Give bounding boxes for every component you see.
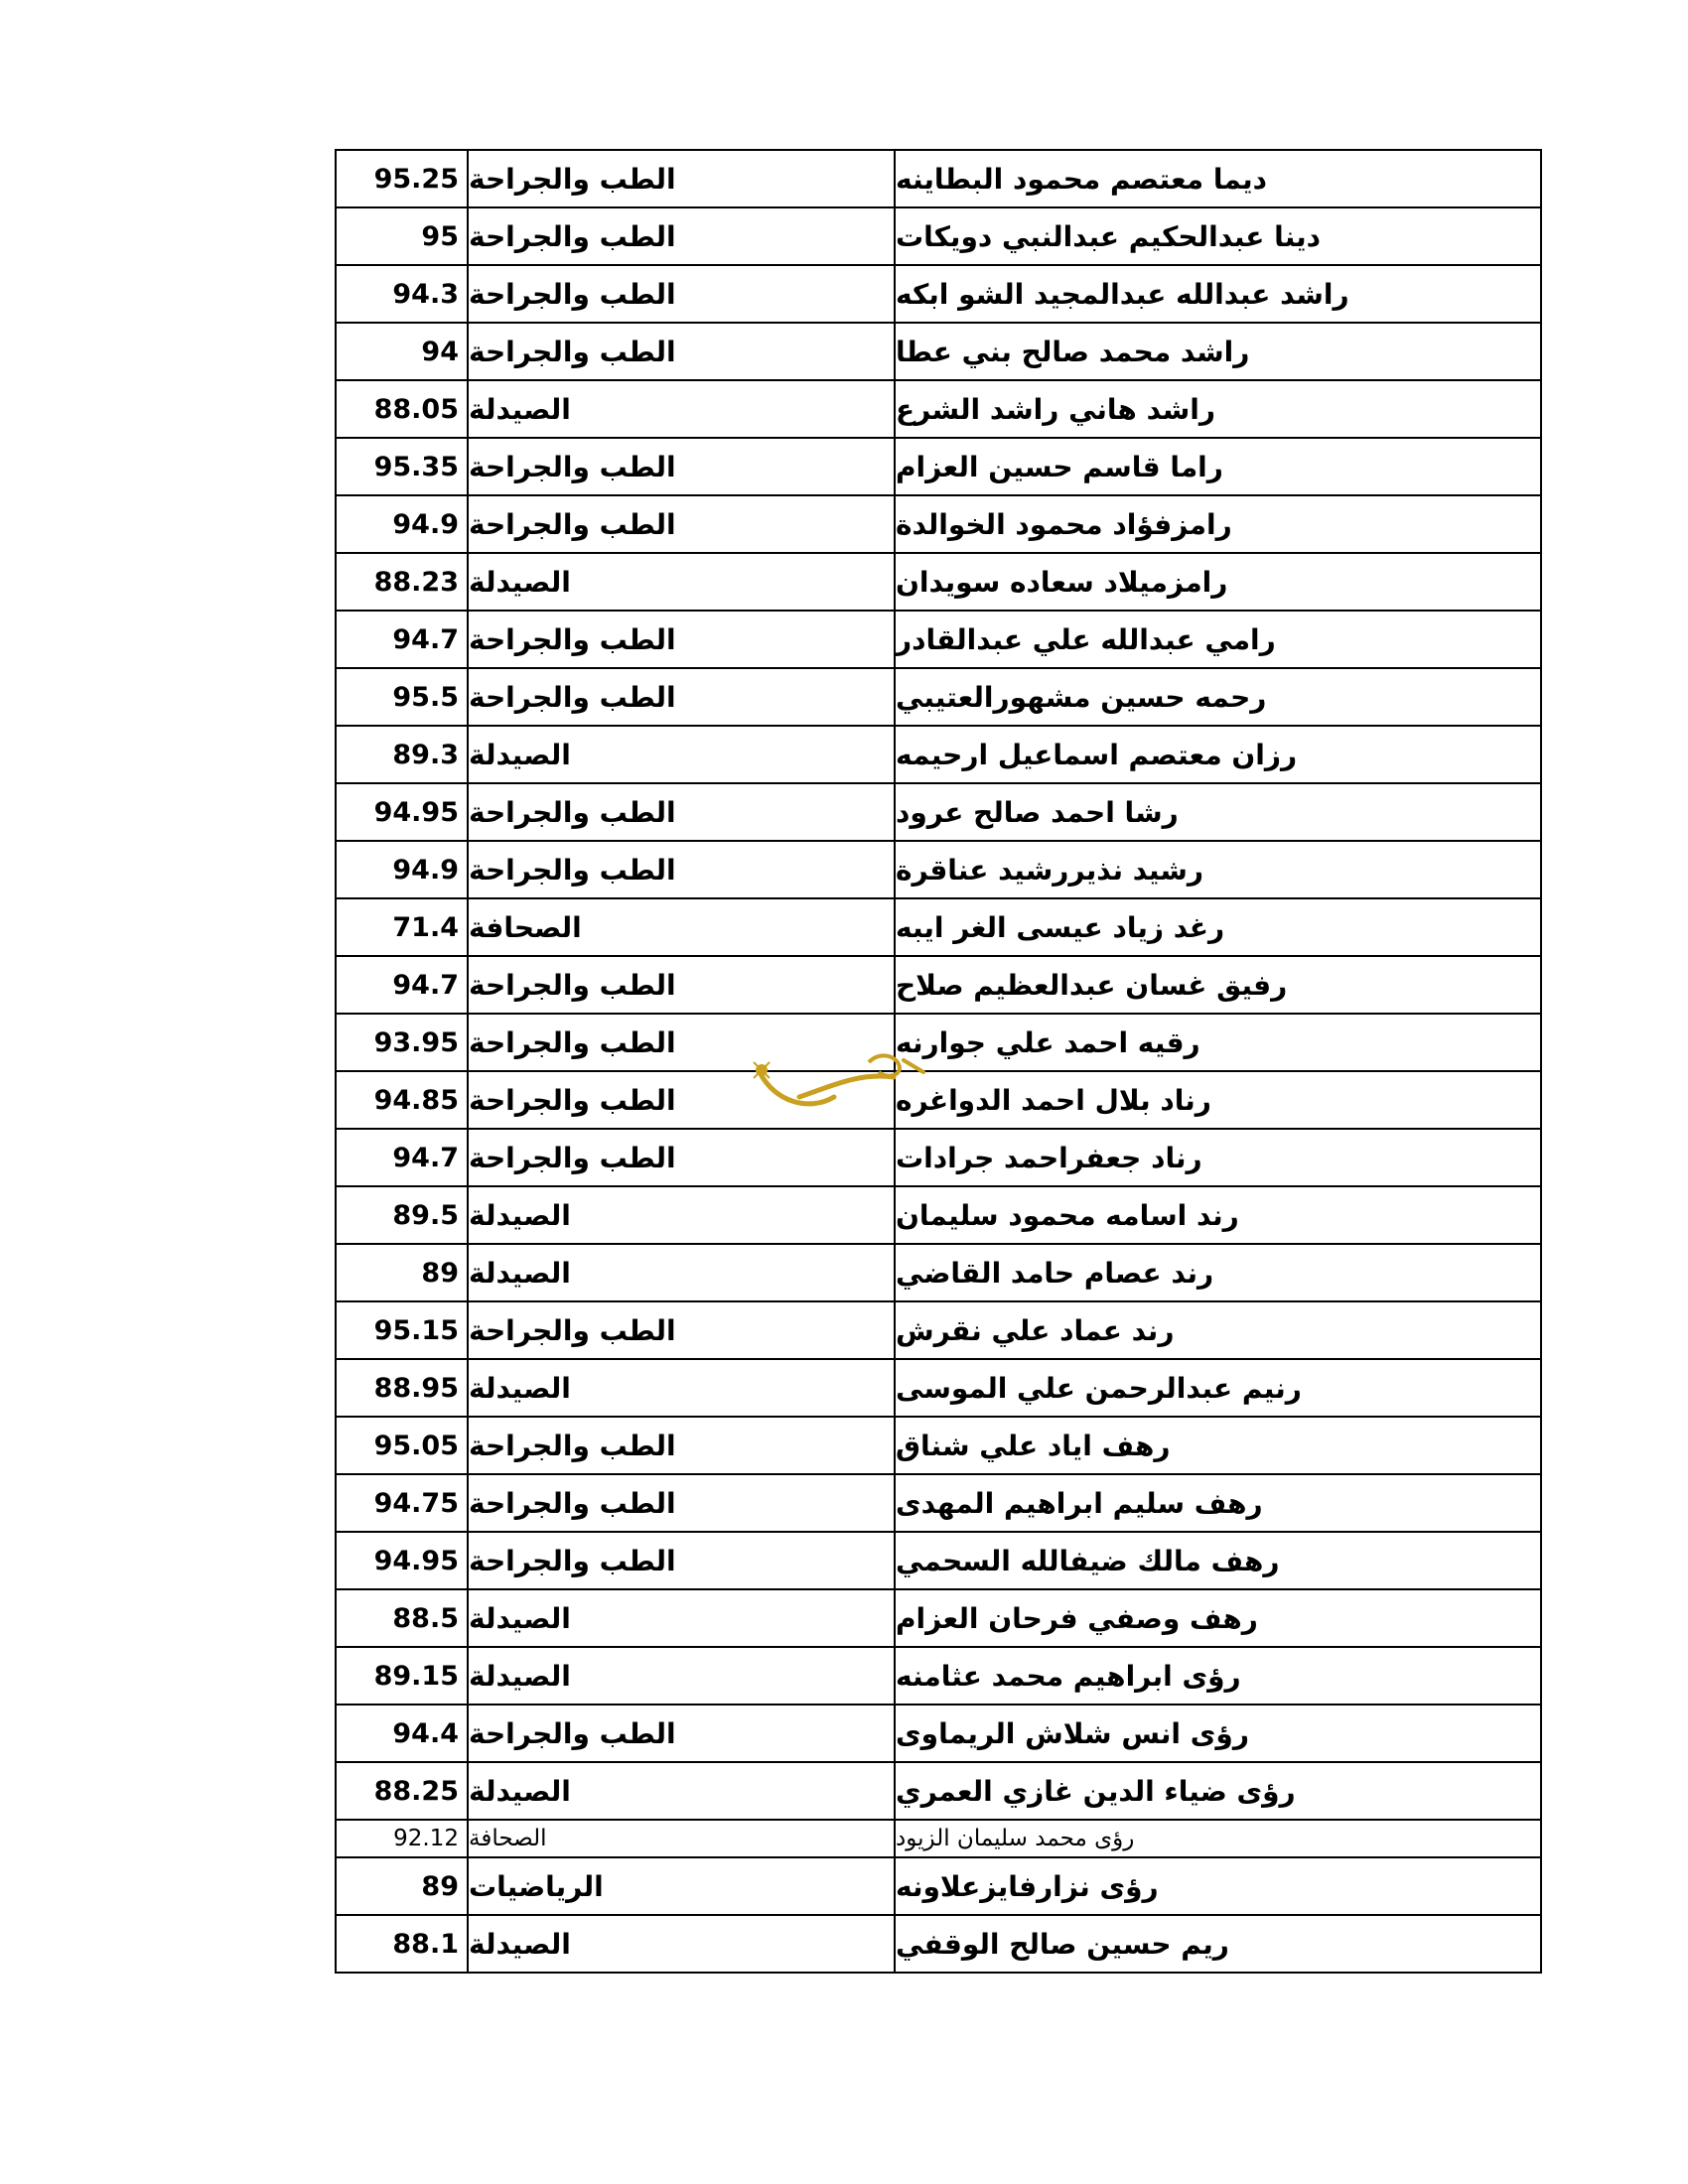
table-row xyxy=(337,667,1540,725)
student-name-cell: رشيد نذيررشيد عناقرة xyxy=(896,853,1203,887)
major-cell: الطب والجراحة xyxy=(469,1475,896,1531)
score-cell: 94.9 xyxy=(337,496,469,552)
major-cell: الطب والجراحة xyxy=(469,1533,896,1588)
student-name-cell: رهف سليم ابراهيم المهدى xyxy=(896,1486,1263,1520)
table-row xyxy=(337,1856,1540,1914)
major-cell: الصحافة xyxy=(469,1821,896,1856)
student-name-cell: رحمه حسين مشهورالعتيبي xyxy=(896,680,1267,714)
table-row xyxy=(337,149,1540,206)
student-name-cell: ريم حسين صالح الوقفي xyxy=(896,1927,1229,1961)
table-row xyxy=(337,1914,1540,1972)
table-row xyxy=(337,782,1540,840)
score-cell: 94.95 xyxy=(337,784,469,840)
table-row xyxy=(337,379,1540,437)
score-cell: 94.7 xyxy=(337,612,469,667)
score-cell: 94.4 xyxy=(337,1706,469,1761)
major-cell: الطب والجراحة xyxy=(469,151,896,206)
major-cell: الصيدلة xyxy=(469,1187,896,1243)
table-row xyxy=(337,1819,1540,1856)
student-name-cell: رهف اياد علي شناق xyxy=(896,1429,1171,1462)
score-cell: 95.05 xyxy=(337,1418,469,1473)
score-cell: 94.75 xyxy=(337,1475,469,1531)
major-cell: الطب والجراحة xyxy=(469,496,896,552)
score-cell: 94.7 xyxy=(337,1130,469,1185)
table-row xyxy=(337,1646,1540,1704)
score-cell: 88.95 xyxy=(337,1360,469,1416)
student-name-cell: رناد بلال احمد الدواغره xyxy=(896,1083,1211,1117)
student-name-cell: رند عماد علي نقرش xyxy=(896,1313,1175,1347)
major-cell: الطب والجراحة xyxy=(469,842,896,897)
score-cell: 94.3 xyxy=(337,266,469,322)
student-name-cell: رزان معتصم اسماعيل ارحيمه xyxy=(896,738,1298,771)
student-name-cell: رهف وصفي فرحان العزام xyxy=(896,1601,1258,1635)
student-name-cell: رند اسامه محمود سليمان xyxy=(896,1198,1239,1232)
major-cell: الصيدلة xyxy=(469,1763,896,1819)
table-row xyxy=(337,1013,1540,1070)
score-cell: 94.7 xyxy=(337,957,469,1013)
student-name-cell: رامزميلاد سعاده سويدان xyxy=(896,565,1228,599)
score-cell: 95 xyxy=(337,208,469,264)
major-cell: الصيدلة xyxy=(469,1360,896,1416)
score-cell: 88.05 xyxy=(337,381,469,437)
student-name-cell: راشد عبدالله عبدالمجيد الشو ابكه xyxy=(896,277,1349,311)
major-cell: الطب والجراحة xyxy=(469,1072,896,1128)
table-row xyxy=(337,725,1540,782)
score-cell: 71.4 xyxy=(337,899,469,955)
student-name-cell: رغد زياد عيسى الغر ايبه xyxy=(896,910,1225,944)
score-cell: 95.5 xyxy=(337,669,469,725)
score-cell: 89 xyxy=(337,1245,469,1300)
table-row xyxy=(337,1070,1540,1128)
major-cell: الطب والجراحة xyxy=(469,1418,896,1473)
results-table xyxy=(335,149,1542,1974)
major-cell: الصحافة xyxy=(469,899,896,955)
score-cell: 88.1 xyxy=(337,1916,469,1972)
student-name-cell: رامزفؤاد محمود الخوالدة xyxy=(896,507,1232,541)
student-name-cell: راما قاسم حسين العزام xyxy=(896,450,1223,483)
table-row xyxy=(337,897,1540,955)
major-cell: الصيدلة xyxy=(469,1245,896,1300)
score-cell: 92.12 xyxy=(337,1821,469,1856)
major-cell: الطب والجراحة xyxy=(469,1130,896,1185)
score-cell: 88.25 xyxy=(337,1763,469,1819)
student-name-cell: رنيم عبدالرحمن علي الموسى xyxy=(896,1371,1302,1405)
table-row xyxy=(337,1761,1540,1819)
table-row xyxy=(337,840,1540,897)
table-row xyxy=(337,322,1540,379)
student-name-cell: رؤى ابراهيم محمد عثامنه xyxy=(896,1659,1241,1693)
major-cell: الطب والجراحة xyxy=(469,439,896,494)
score-cell: 88.23 xyxy=(337,554,469,610)
score-cell: 94.85 xyxy=(337,1072,469,1128)
student-name-cell: رامي عبدالله علي عبدالقادر xyxy=(896,622,1276,656)
major-cell: الطب والجراحة xyxy=(469,266,896,322)
score-cell: 94 xyxy=(337,324,469,379)
table-row xyxy=(337,1473,1540,1531)
score-cell: 88.5 xyxy=(337,1590,469,1646)
score-cell: 95.35 xyxy=(337,439,469,494)
major-cell: الصيدلة xyxy=(469,1648,896,1704)
ammon-watermark-logo xyxy=(740,1042,938,1122)
major-cell: الطب والجراحة xyxy=(469,612,896,667)
table-row xyxy=(337,1243,1540,1300)
table-row xyxy=(337,1531,1540,1588)
major-cell: الصيدلة xyxy=(469,554,896,610)
score-cell: 95.15 xyxy=(337,1302,469,1358)
student-name-cell: رؤى نزارفايزعلاونه xyxy=(896,1869,1159,1903)
major-cell: الطب والجراحة xyxy=(469,1015,896,1070)
student-name-cell: رفيق غسان عبدالعظيم صلاح xyxy=(896,968,1288,1002)
student-name-cell: رؤى انس شلاش الريماوى xyxy=(896,1716,1249,1750)
major-cell: الطب والجراحة xyxy=(469,669,896,725)
student-name-cell: ديما معتصم محمود البطاينه xyxy=(896,162,1267,196)
score-cell: 94.9 xyxy=(337,842,469,897)
major-cell: الطب والجراحة xyxy=(469,324,896,379)
student-name-cell: رشا احمد صالح عرود xyxy=(896,795,1179,829)
major-cell: الرياضيات xyxy=(469,1858,896,1914)
student-name-cell: رناد جعفراحمد جرادات xyxy=(896,1141,1202,1174)
major-cell: الصيدلة xyxy=(469,1916,896,1972)
student-name-cell: رؤى محمد سليمان الزيود xyxy=(896,1826,1135,1851)
score-cell: 93.95 xyxy=(337,1015,469,1070)
student-name-cell: رؤى ضياء الدين غازي العمري xyxy=(896,1774,1296,1808)
major-cell: الطب والجراحة xyxy=(469,1302,896,1358)
table-row xyxy=(337,1588,1540,1646)
table-row xyxy=(337,1416,1540,1473)
table-row xyxy=(337,955,1540,1013)
table-row xyxy=(337,552,1540,610)
student-name-cell: رقيه احمد علي جوارنه xyxy=(896,1025,1200,1059)
major-cell: الصيدلة xyxy=(469,1590,896,1646)
student-name-cell: راشد محمد صالح بني عطا xyxy=(896,335,1250,368)
table-row xyxy=(337,206,1540,264)
score-cell: 89.5 xyxy=(337,1187,469,1243)
table-row xyxy=(337,494,1540,552)
major-cell: الطب والجراحة xyxy=(469,1706,896,1761)
table-row xyxy=(337,610,1540,667)
table-row xyxy=(337,264,1540,322)
student-name-cell: دينا عبدالحكيم عبدالنبي دويكات xyxy=(896,219,1322,253)
student-name-cell: راشد هاني راشد الشرع xyxy=(896,392,1216,426)
student-name-cell: رند عصام حامد القاضي xyxy=(896,1256,1214,1290)
score-cell: 95.25 xyxy=(337,151,469,206)
table-row xyxy=(337,1128,1540,1185)
table-row xyxy=(337,1185,1540,1243)
student-name-cell: رهف مالك ضيفالله السحمي xyxy=(896,1544,1280,1577)
score-cell: 89 xyxy=(337,1858,469,1914)
table-row xyxy=(337,1358,1540,1416)
major-cell: الطب والجراحة xyxy=(469,957,896,1013)
table-row xyxy=(337,1300,1540,1358)
score-cell: 94.95 xyxy=(337,1533,469,1588)
major-cell: الطب والجراحة xyxy=(469,784,896,840)
table-row xyxy=(337,437,1540,494)
major-cell: الصيدلة xyxy=(469,727,896,782)
score-cell: 89.3 xyxy=(337,727,469,782)
major-cell: الصيدلة xyxy=(469,381,896,437)
major-cell: الطب والجراحة xyxy=(469,208,896,264)
score-cell: 89.15 xyxy=(337,1648,469,1704)
table-row xyxy=(337,1704,1540,1761)
